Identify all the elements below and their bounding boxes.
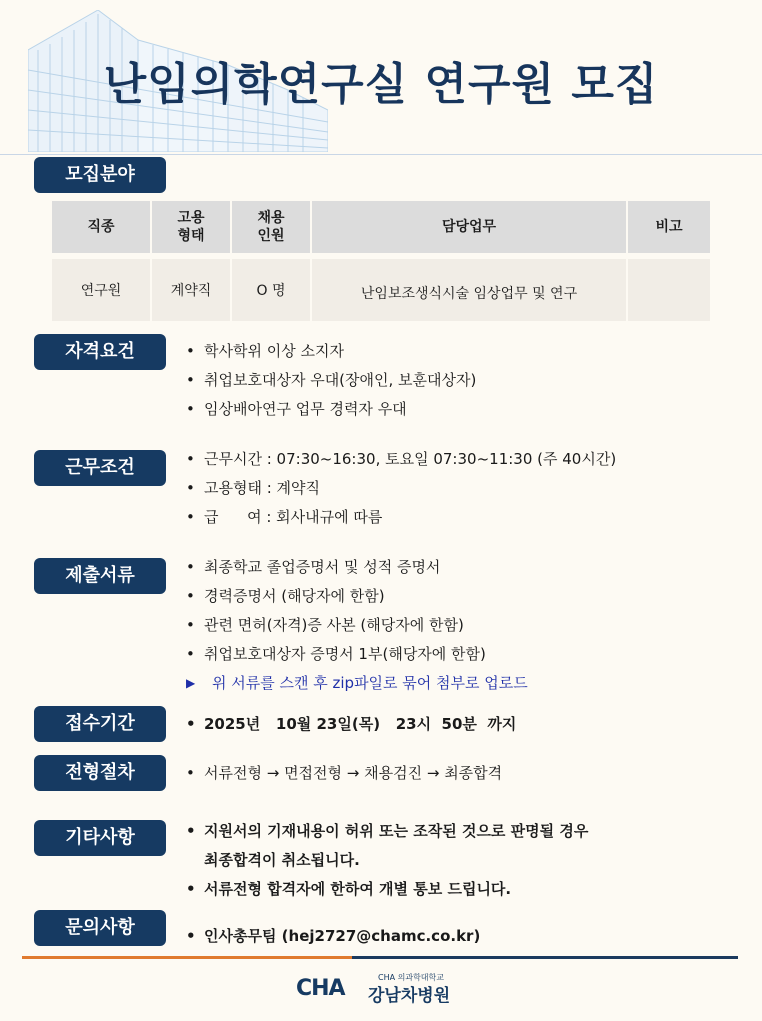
section-label-qualification: 자격요건: [34, 334, 166, 370]
section-label-contact: 문의사항: [34, 910, 166, 946]
contact-list: [186, 922, 480, 951]
process-list: [186, 759, 502, 788]
section-label-other: 기타사항: [34, 820, 166, 856]
documents-note: ▶ 위 서류를 스캔 후 zip파일로 묶어 첨부로 업로드: [186, 669, 528, 698]
table-cell: 연구원: [52, 253, 152, 321]
table-header: 채용 인원: [232, 201, 312, 253]
list-item: • 2025년 10월 23일(목) 23시 50분 까지: [186, 710, 516, 739]
table-header: 비고: [628, 201, 710, 253]
table-header: 담당업무: [312, 201, 628, 253]
list-item: • 취업보호대상자 우대(장애인, 보훈대상자): [186, 366, 476, 395]
list-item: • 지원서의 기재내용이 허위 또는 조작된 것으로 판명될 경우: [186, 817, 588, 846]
list-item: • 근무시간 : 07:30~16:30, 토요일 07:30~11:30 (주 40시간): [186, 445, 616, 474]
list-item: • 최종학교 졸업증명서 및 성적 증명서: [186, 553, 528, 582]
table-header-row: [52, 201, 710, 253]
qualification-list: [186, 337, 476, 424]
list-item: • 고용형태 : 계약직: [186, 474, 616, 503]
section-label-period: 접수기간: [34, 706, 166, 742]
recruitment-field-table: [52, 201, 710, 321]
list-item: • 서류전형 → 면접전형 → 채용검진 → 최종합격: [186, 759, 502, 788]
list-item: 최종합격이 취소됩니다.: [204, 851, 360, 869]
table-cell: O 명: [232, 253, 312, 321]
cha-logo-icon: CHA: [296, 976, 345, 1001]
table-cell: 계약직: [152, 253, 232, 321]
list-item: • 경력증명서 (해당자에 한함): [186, 582, 528, 611]
list-item: • 급 여 : 회사내규에 따름: [186, 503, 616, 532]
logo-hospital-name: 강남차병원: [368, 986, 451, 1006]
list-item: • 학사학위 이상 소지자: [186, 337, 476, 366]
section-label-documents: 제출서류: [34, 558, 166, 594]
list-item: • 서류전형 합격자에 한하여 개별 통보 드립니다.: [186, 875, 588, 904]
period-list: [186, 710, 516, 739]
table-row: [52, 253, 710, 321]
section-label-field: 모집분야: [34, 157, 166, 193]
section-label-process: 전형절차: [34, 755, 166, 791]
table-header: 직종: [52, 201, 152, 253]
header-banner: [0, 0, 762, 155]
table-cell: 난임보조생식시술 임상업무 및 연구: [312, 253, 628, 321]
table-cell: [628, 253, 710, 321]
footer-divider-navy: [352, 956, 738, 959]
hospital-logo: [296, 972, 486, 1006]
section-label-conditions: 근무조건: [34, 450, 166, 486]
list-item: • 임상배아연구 업무 경력자 우대: [186, 395, 476, 424]
conditions-list: [186, 445, 616, 532]
table-header: 고용 형태: [152, 201, 232, 253]
documents-list: [186, 553, 528, 698]
list-item: • 관련 면허(자격)증 사본 (해당자에 한함): [186, 611, 528, 640]
other-list: [186, 817, 588, 904]
page-title: 난임의학연구실 연구원 모집: [103, 59, 659, 110]
footer-divider-orange: [22, 956, 352, 959]
list-item: • 인사총무팀 (hej2727@chamc.co.kr): [186, 922, 480, 951]
list-item: • 취업보호대상자 증명서 1부(해당자에 한함): [186, 640, 528, 669]
logo-subtitle: CHA 의과학대학교: [378, 973, 444, 982]
